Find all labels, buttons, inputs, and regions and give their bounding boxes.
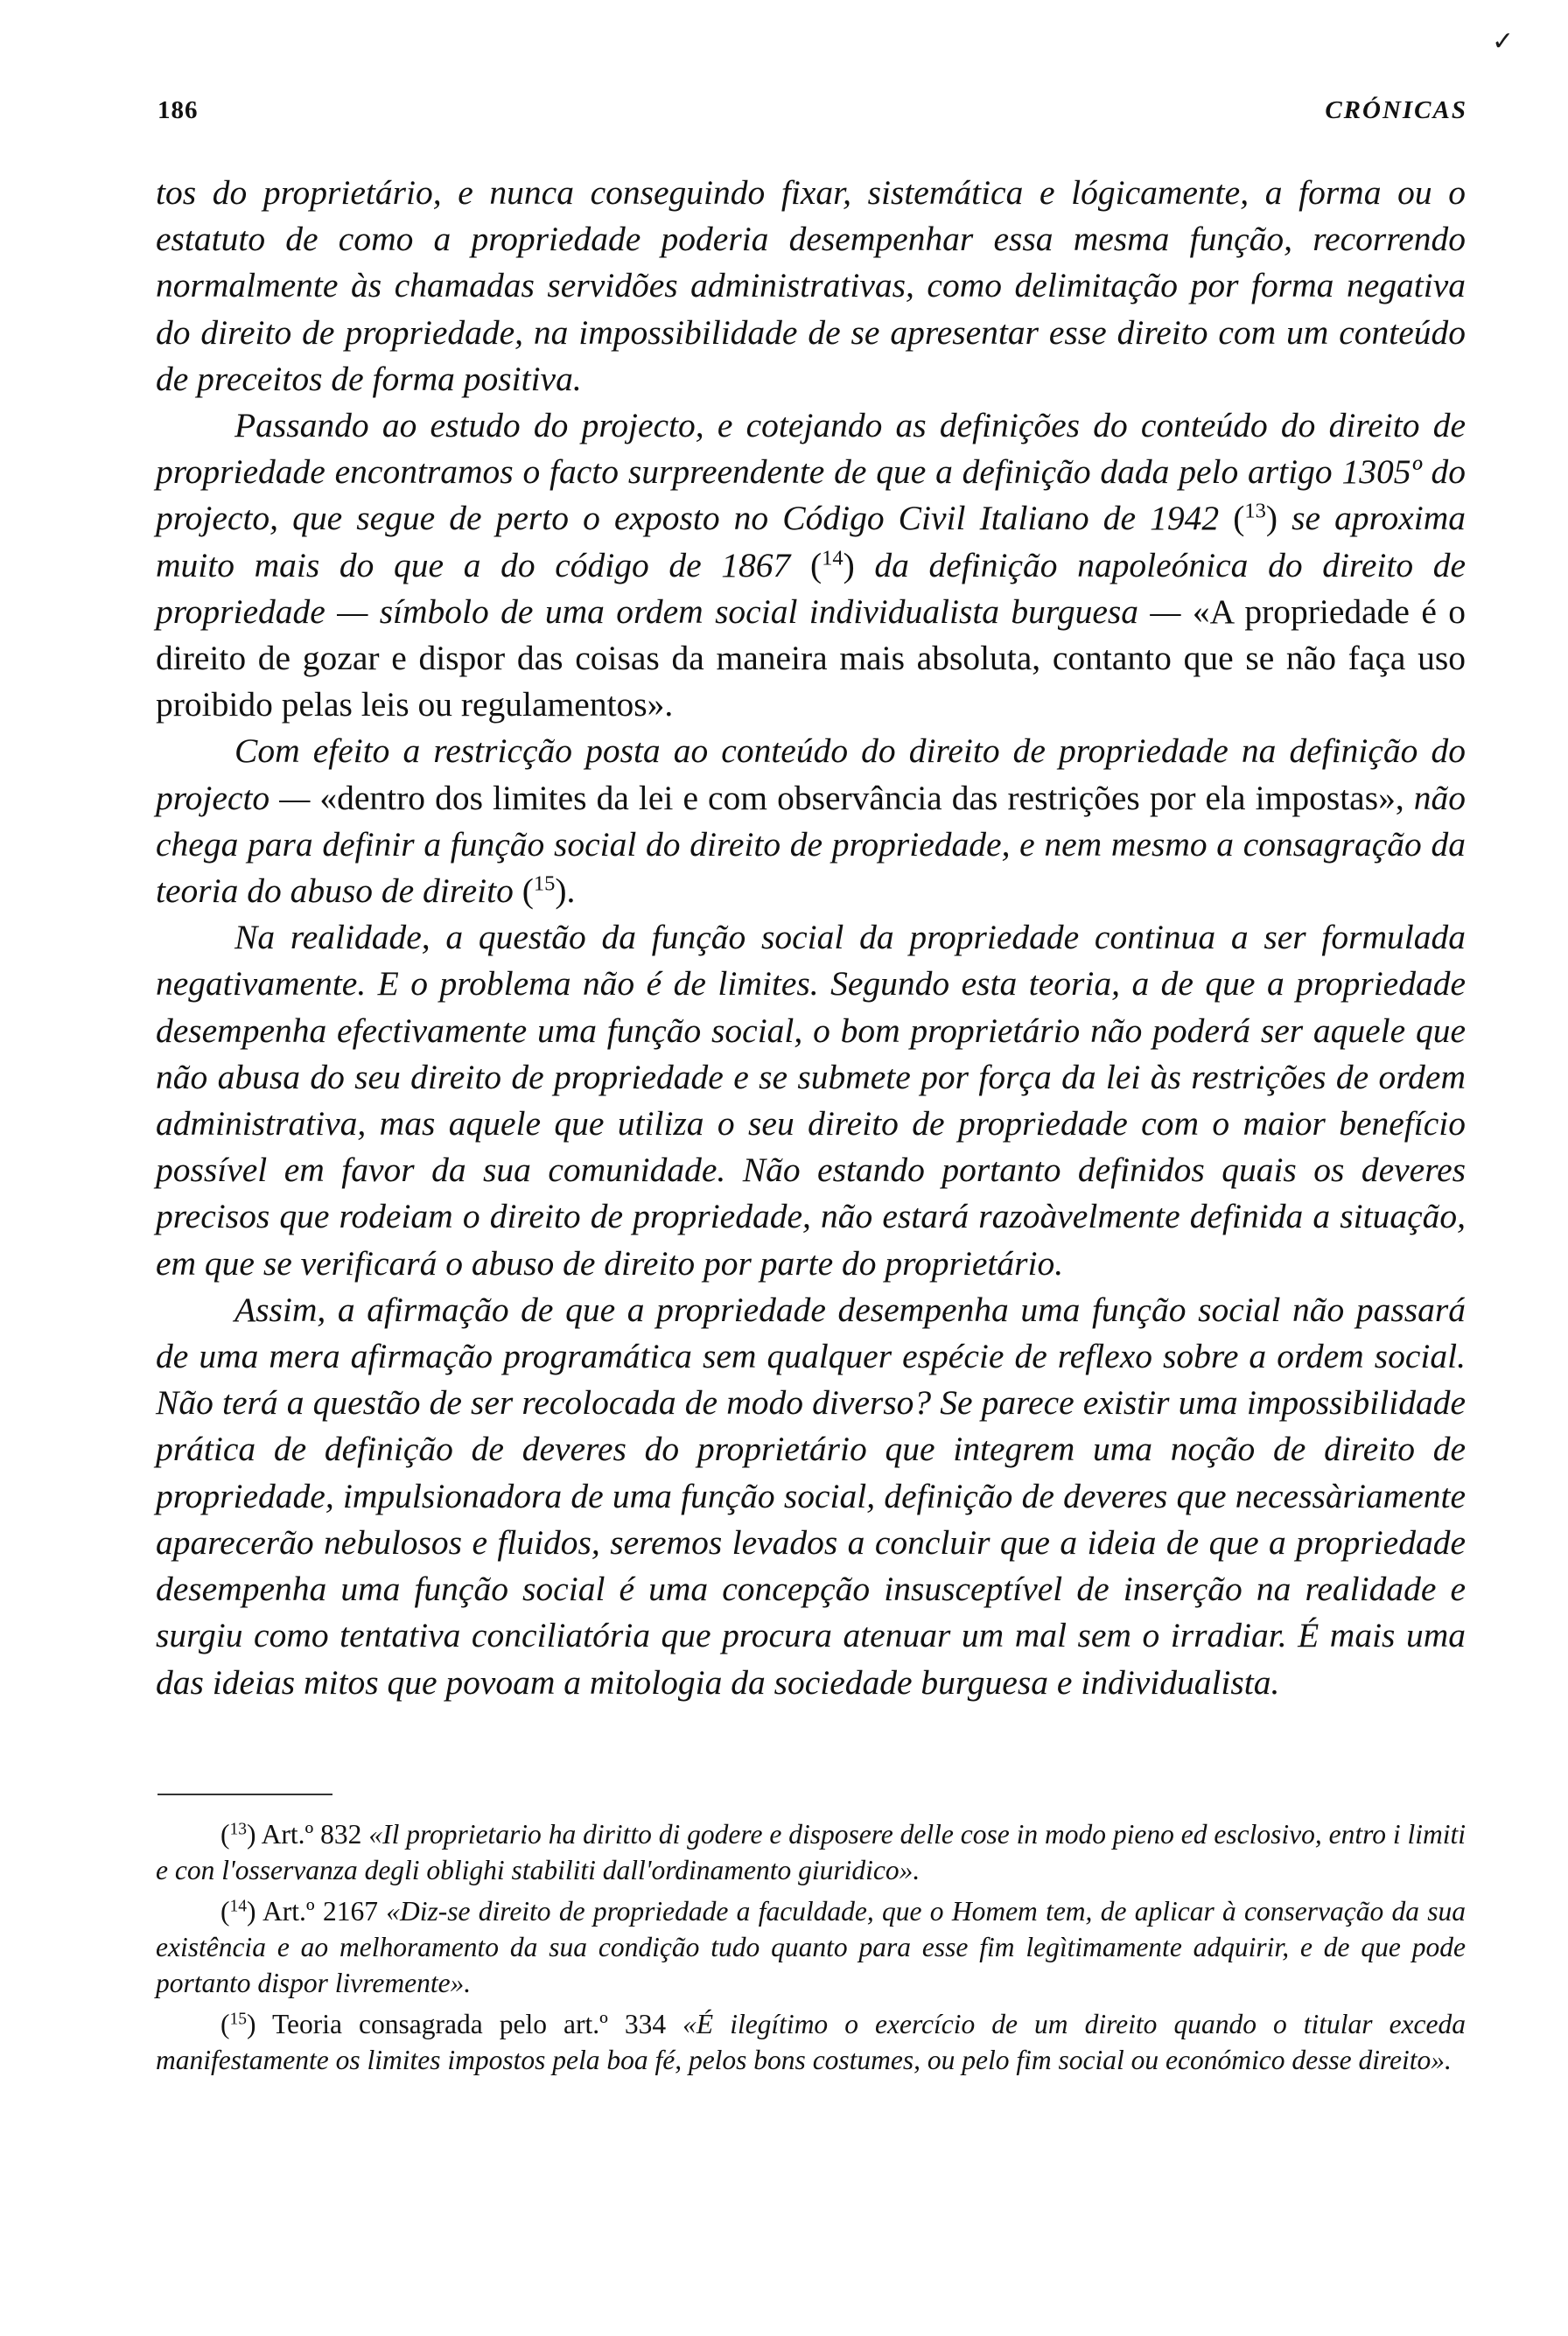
body-paragraph — [156, 1287, 1466, 1706]
text-run: tos do proprietário, e nunca conseguindo fixar, sistemática e lógicamente, a forma ou o estatuto de como a propriedade poderia desempenhar essa mesma função, recorrendo normalmente às chamadas servidões administrativas, como delimitação por forma negativa do direito de propriedade, na impossibilidade de se apresentar esse direito com um conteúdo de preceitos de forma positiva. — [156, 173, 1466, 398]
text-run: Na realidade, a questão da função social da propriedade continua a ser formulada negativamente. E o problema não é de limites. Segundo esta teoria, a de que a propriedade desempenha efectivamente uma função social, o bom proprietário não poderá ser aquele que não abusa do seu direito de propriedade e se submete por força da lei às restrições de ordem administrativa, mas aquele que utiliza o seu direito de propriedade com o maior benefício possível em favor da sua comunidade. Não estando portanto definidos quais os deveres precisos que rodeiam o direito de propriedade, não estará razoàvelmente definida a situação, em que se verificará o abuso de direito por parte do proprietário. — [156, 918, 1466, 1283]
footnote — [156, 2006, 1466, 2078]
footnote-reference: 14 — [229, 1897, 248, 1916]
text-run: ) Art.º 2167 — [247, 1896, 387, 1927]
body-paragraph — [156, 402, 1466, 728]
text-run: ) — [843, 545, 875, 584]
body-paragraph — [156, 914, 1466, 1287]
text-run: ) Art.º 832 — [247, 1819, 369, 1850]
text-run: ( — [220, 1896, 230, 1927]
footnote-reference: 13 — [1244, 499, 1266, 523]
footnote — [156, 1893, 1466, 2001]
footnote-reference: 13 — [229, 1820, 248, 1839]
text-run: ( — [220, 2009, 230, 2039]
text-run: se aproxima muito mais do que a do código de 1867 — [156, 499, 1466, 584]
footnote — [156, 1816, 1466, 1888]
running-head: CRÓNICAS — [1325, 95, 1467, 124]
pencil-checkmark-icon: ✓ — [1492, 26, 1515, 57]
text-run: ( — [1233, 499, 1245, 538]
text-run: da definição napoleónica do direito de propriedade — símbolo de uma ordem social individualista burguesa — — [156, 545, 1466, 631]
footnote-reference: 15 — [533, 871, 556, 896]
page-header — [158, 91, 1467, 129]
footnotes — [156, 1816, 1466, 2083]
footnote-separator — [158, 1794, 332, 1795]
body-paragraph — [156, 728, 1466, 914]
text-run: «Il proprietario ha diritto di godere e disposere delle cose in modo pieno ed esclosivo, entro i limiti e con l'osservanza degli oblighi stabiliti dall'ordinamento giuridico». — [156, 1819, 1466, 1885]
text-run: «Diz-se direito de propriedade a faculdade, que o Homem tem, de aplicar à conservação da sua existência e ao melhoramento da sua condição tudo quanto para esse fim legìtimamente adquirir, e de que pode portanto dispor livremente». — [156, 1896, 1466, 1998]
text-run: «É ilegítimo o exercício de um direito quando o titular exceda manifestamente os limites impostos pela boa fé, pelos bons costumes, ou pelo fim social ou económico desse direito». — [156, 2009, 1466, 2075]
footnote-reference: 15 — [229, 2010, 248, 2029]
text-run: ( — [809, 545, 822, 584]
text-run: ). — [555, 871, 576, 911]
body-text — [156, 170, 1466, 1706]
text-run: «dentro dos limites da lei e com observância das restrições por ela impostas», — [319, 778, 1414, 817]
footnote-reference: 14 — [822, 546, 844, 570]
text-run: ( — [522, 871, 534, 911]
text-run: não chega para definir a função social do direito de propriedade, e nem mesmo a consagração da teoria do abuso de direito — [156, 778, 1466, 911]
text-run: ) Teoria consagrada pelo art.º 334 — [247, 2009, 683, 2039]
text-run: ( — [220, 1819, 230, 1850]
page-number: 186 — [158, 95, 199, 124]
text-run: ) — [1265, 499, 1292, 538]
text-run: Com efeito a restricção posta ao conteúdo do direito de propriedade na definição do projecto — — [156, 731, 1466, 817]
text-run: Passando ao estudo do projecto, e cotejando as definições do conteúdo do direito de propriedade encontramos o facto surpreendente de que a definição dada pelo artigo 1305º do projecto, que segue de perto o exposto no Código Civil Italiano de 1942 — [156, 406, 1466, 538]
body-paragraph — [156, 170, 1466, 402]
text-run: Assim, a afirmação de que a propriedade desempenha uma função social não passará de uma mera afirmação programática sem qualquer espécie de reflexo sobre a ordem social. Não terá a questão de ser recolocada de modo diverso? Se parece existir uma impossibilidade prática de definição de deveres do proprietário que integrem uma noção de direito de propriedade, impulsionadora de uma função social, definição de deveres que necessàriamente aparecerão nebulosos e fluidos, seremos levados a concluir que a ideia de que a propriedade desempenha uma função social é uma concepção insusceptível de inserção na realidade e surgiu como tentativa conciliatória que procura atenuar um mal sem o irradiar. É mais uma das ideias mitos que povoam a mitologia da sociedade burguesa e individualista. — [156, 1290, 1466, 1702]
text-run: «A propriedade é o direito de gozar e dispor das coisas da maneira mais absoluta, contanto que se não faça uso proibido pelas leis ou regulamentos». — [156, 591, 1466, 724]
